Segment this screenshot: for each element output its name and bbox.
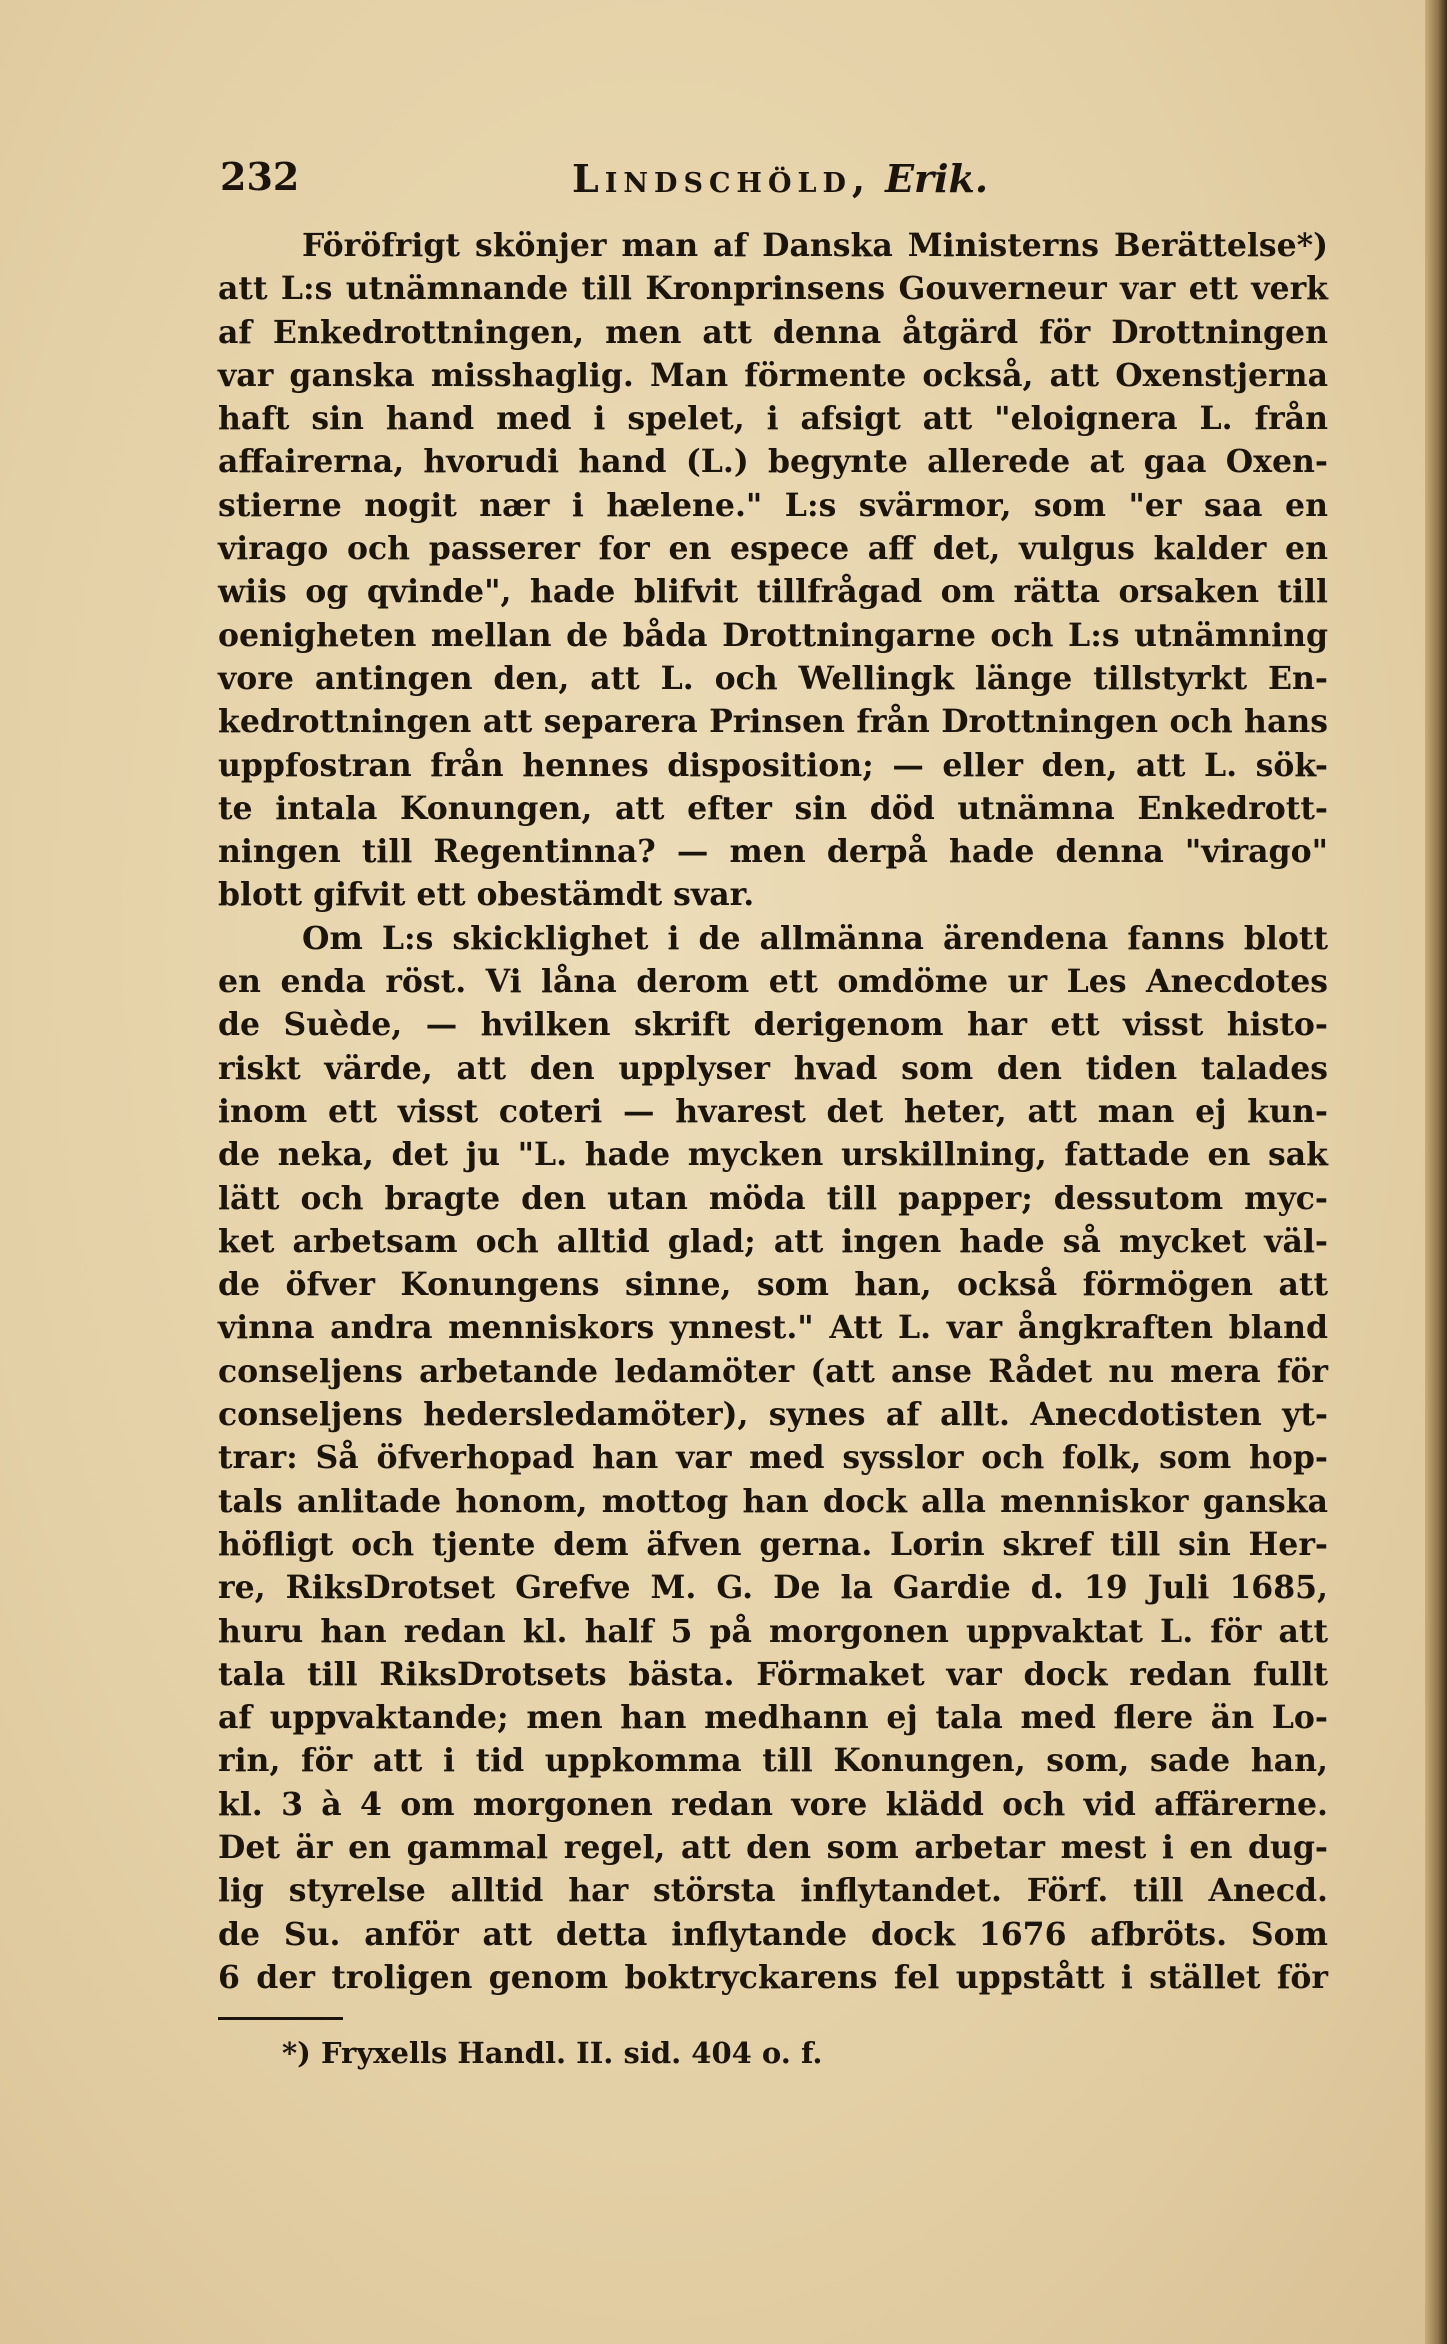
text-line: Föröfrigt skönjer man af Danska Ministerns Berättelse*)	[302, 227, 1328, 264]
text-line: de Su. anför att detta inflytande dock 1676 afbröts. Som	[218, 1915, 1328, 1953]
text-line: ket arbetsam och alltid glad; att ingen hade så mycket väl-	[218, 1222, 1328, 1260]
text-line: virago och passerer for en especе aff det, vulgus kalder en	[218, 530, 1328, 568]
paragraph-1	[218, 224, 1328, 917]
text-line: stierne nogit nær i hælene." L:s svärmor, som "er saa en	[218, 486, 1328, 524]
footnote-rule	[218, 2017, 343, 2020]
text-line: rin, för att i tid uppkomma till Konungen, som, sade han,	[218, 1742, 1328, 1780]
text-line: haft sin hand med i spelet, i afsigt att "eloignera L. från	[218, 400, 1328, 438]
footnote: *) Fryxells Handl. II. sid. 404 o. f.	[282, 2036, 823, 2070]
text-line: af Enkedrottningen, men att denna åtgärd för Drottningen	[218, 313, 1328, 351]
page-edge	[1425, 0, 1447, 2344]
text-line: conseljens arbetande ledamöter (att anse Rådet nu mera för	[218, 1352, 1328, 1390]
page-number: 232	[220, 154, 300, 199]
text-line: tala till RiksDrotsets bästa. Förmaket var dock redan fullt	[218, 1655, 1328, 1693]
text-line: en enda röst. Vi låna derom ett omdöme ur Les Anecdotes	[218, 963, 1328, 1001]
text-line: vore antingen den, att L. och Wellingk länge tillstyrkt En-	[218, 659, 1328, 697]
text-line: Om L:s skicklighet i de allmänna ärendena fanns blott	[302, 919, 1328, 957]
text-line: att L:s utnämnande till Kronprinsens Gouverneur var ett verk	[218, 270, 1328, 308]
text-line: riskt värde, att den upplyser hvad som den tiden talades	[218, 1049, 1328, 1087]
text-line: lig styrelse alltid har största inflytandet. Förf. till Anecd.	[218, 1872, 1328, 1910]
text-line: conseljens hedersledamöter), synes af allt. Anecdotisten yt-	[218, 1396, 1328, 1434]
running-head	[572, 156, 988, 201]
text-line: 6 der troligen genom boktryckarens fel uppstått i stället för	[218, 1958, 1328, 1996]
running-head-given-name: Erik.	[885, 156, 989, 201]
body-text	[218, 224, 1328, 1999]
text-line: ningen till Regentinna? — men derpå hade denna "virago"	[218, 833, 1328, 871]
text-line: Det är en gammal regel, att den som arbetar mest i en dug-	[218, 1828, 1328, 1866]
text-line: trar: Så öfverhopad han var med sysslor och folk, som hop-	[218, 1439, 1328, 1477]
running-head-surname: Lindschöld,	[572, 156, 872, 201]
text-line: te intala Konungen, att efter sin död utnämna Enkedrott-	[218, 789, 1328, 827]
text-line: de neka, det ju "L. hade mycken urskillning, fattade en sak	[218, 1136, 1328, 1174]
text-line: af uppvaktande; men han medhann ej tala med flere än Lo-	[218, 1699, 1328, 1737]
text-line: wiis og qvinde", hade blifvit tillfrågad om rätta orsaken till	[218, 573, 1328, 611]
text-line: tals anlitade honom, mottog han dock alla menniskor ganska	[218, 1482, 1328, 1520]
text-line: affairerna, hvorudi hand (L.) begynte allerede at gaa Oxen-	[218, 443, 1328, 481]
page-header	[220, 150, 1320, 202]
text-line: de Suède, — hvilken skrift derigenom har ett visst histo-	[218, 1006, 1328, 1044]
text-line: huru han redan kl. half 5 på morgonen uppvaktat L. för att	[218, 1612, 1328, 1650]
text-line: oenigheten mellan de båda Drottningarne och L:s utnämning	[218, 616, 1328, 654]
text-line: var ganska misshaglig. Man förmente också, att Oxenstjerna	[218, 356, 1328, 394]
text-line: kedrottningen att separera Prinsen från Drottningen och hans	[218, 703, 1328, 741]
text-line: de öfver Konungens sinne, som han, också förmögen att	[218, 1266, 1328, 1304]
text-line: blott gifvit ett obestämdt svar.	[218, 876, 755, 914]
text-line: höfligt och tjente dem äfven gerna. Lorin skref till sin Her-	[218, 1525, 1328, 1563]
text-line: vinna andra menniskors ynnest." Att L. var ångkraften bland	[218, 1309, 1328, 1347]
text-line: uppfostran från hennes disposition; — eller den, att L. sök-	[218, 746, 1328, 784]
paragraph-2	[218, 917, 1328, 1999]
text-line: kl. 3 à 4 om morgonen redan vore klädd och vid affärerne.	[218, 1785, 1328, 1823]
text-line: inom ett visst coteri — hvarest det heter, att man ej kun-	[218, 1092, 1328, 1130]
text-line: lätt och bragte den utan möda till papper; dessutom myc-	[218, 1179, 1328, 1217]
text-line: re, RiksDrotset Grefve M. G. De la Gardie d. 19 Juli 1685,	[218, 1569, 1328, 1607]
